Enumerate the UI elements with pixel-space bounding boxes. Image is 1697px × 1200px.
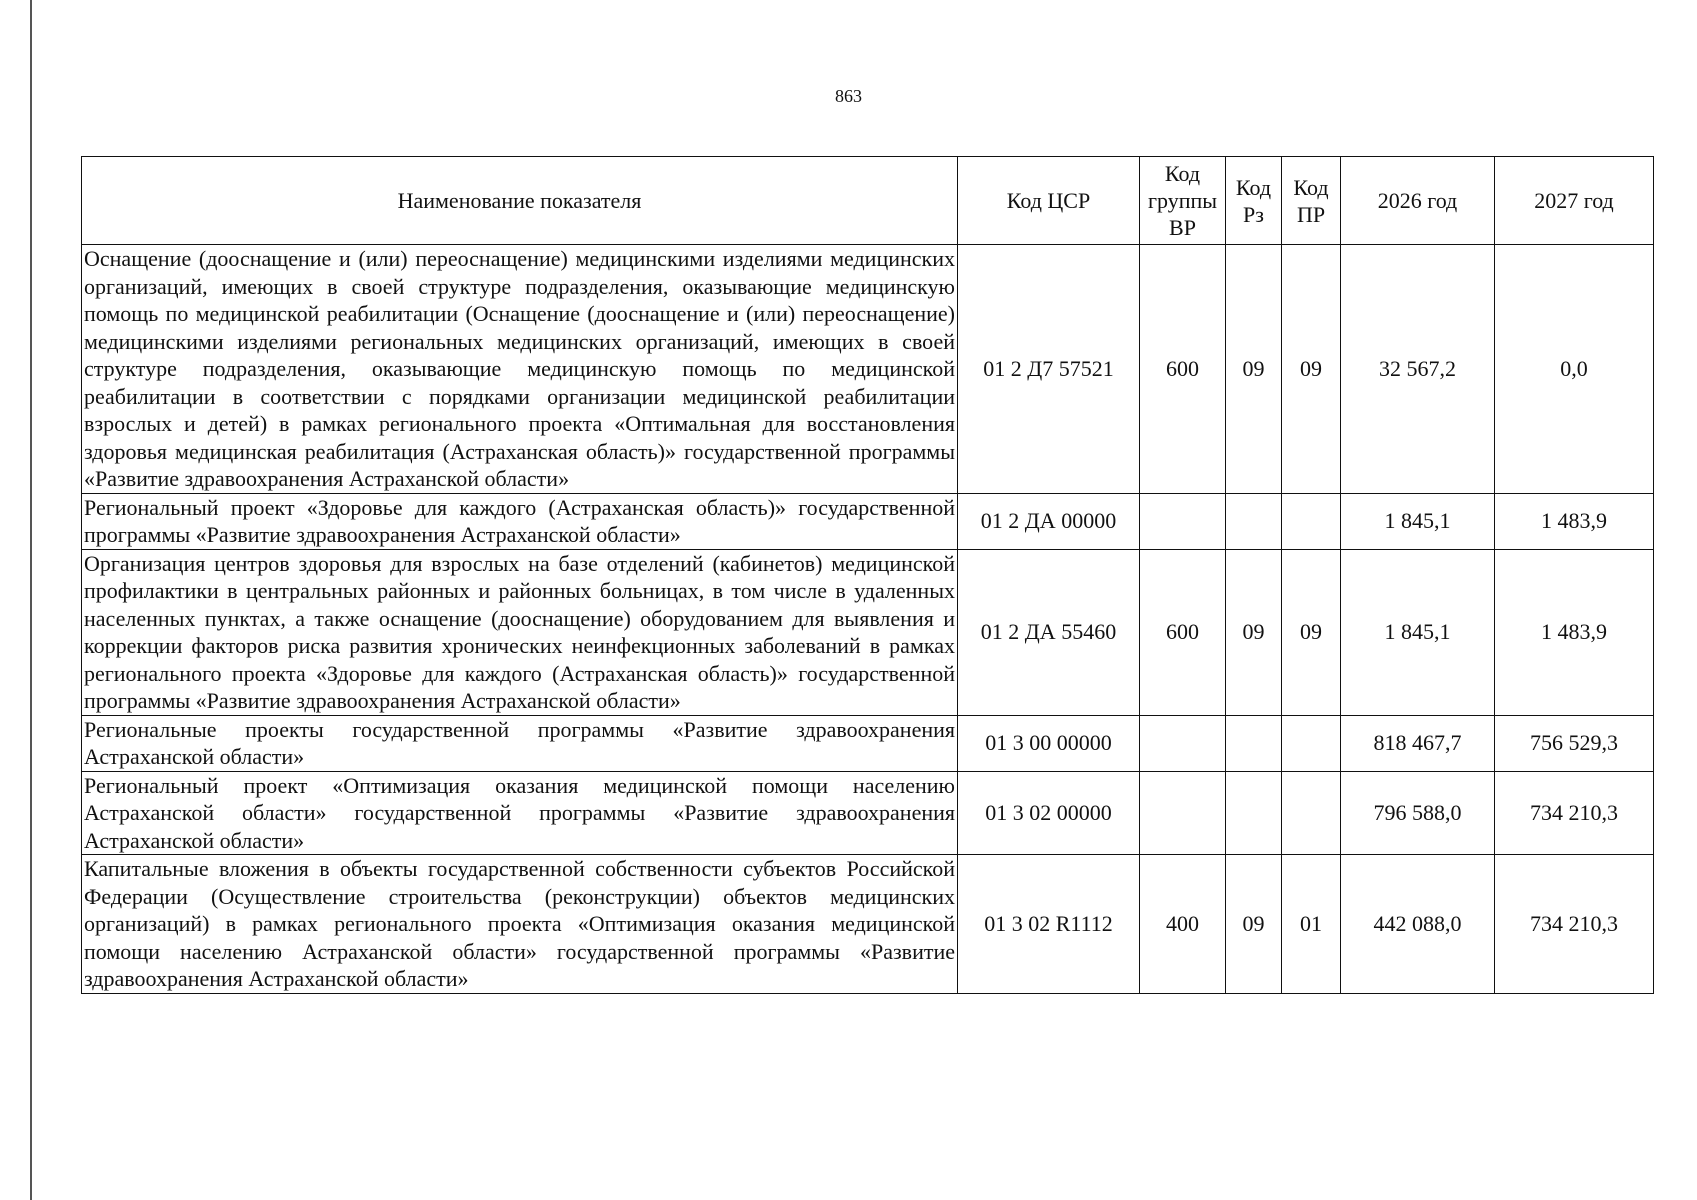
row-2026: 818 467,7 [1341,715,1495,771]
header-rz-line2: Рз [1243,201,1264,227]
row-pr: 01 [1282,855,1341,994]
row-rz [1226,771,1282,855]
header-vr-line2: группы [1147,188,1218,213]
row-2027: 1 483,9 [1495,549,1654,715]
header-pr-line1: Код [1293,174,1329,200]
header-year-2027: 2027 год [1495,157,1654,245]
row-pr: 09 [1282,549,1341,715]
row-2026: 796 588,0 [1341,771,1495,855]
table-row [82,771,1654,855]
scan-edge-line [30,0,32,1200]
row-2027: 734 210,3 [1495,855,1654,994]
row-2027: 1 483,9 [1495,493,1654,549]
page-number: 863 [835,86,862,106]
row-2027: 734 210,3 [1495,771,1654,855]
header-vr-line1: Код [1164,161,1201,186]
row-name: Региональный проект «Здоровье для каждого (Астраханская область)» государственной программы «Развитие здравоохранения Астраханской области» [82,493,958,549]
row-csr: 01 3 00 00000 [958,715,1140,771]
row-rz: 09 [1226,855,1282,994]
row-csr: 01 2 ДА 00000 [958,493,1140,549]
row-name: Оснащение (дооснащение и (или) переоснащение) медицинскими изделиями медицинских организаций, имеющих в своей структуре подразделения, оказывающие медицинскую помощь по медицинской реабилитации (Оснащение (дооснащение и (или) переоснащение) медицинскими изделиями региональных медицинских организаций, имеющих в своей структуре подразделения, оказывающие медицинскую помощь по медицинской реабилитации в соответствии с порядками организации медицинской реабилитации взрослых и детей) в рамках регионального проекта «Оптимальная для восстановления здоровья медицинская реабилитация (Астраханская область)» государственной программы «Развитие здравоохранения Астраханской области» [82,245,958,494]
row-rz [1226,715,1282,771]
row-rz: 09 [1226,245,1282,494]
row-rz [1226,493,1282,549]
row-vr: 600 [1140,245,1226,494]
row-2027: 756 529,3 [1495,715,1654,771]
table-row [82,549,1654,715]
row-pr [1282,771,1341,855]
header-year-2026: 2026 год [1341,157,1495,245]
table-header-row [82,157,1654,245]
table-row [82,493,1654,549]
row-name: Региональные проекты государственной программы «Развитие здравоохранения Астраханской области» [82,715,958,771]
table-row [82,855,1654,994]
row-vr [1140,771,1226,855]
row-name: Капитальные вложения в объекты государственной собственности субъектов Российской Федерации (Осуществление строительства (реконструкции) объектов медицинских организаций) в рамках регионального проекта «Оптимизация оказания медицинской помощи населению Астраханской области» государственной программы «Развитие здравоохранения Астраханской области» [82,855,958,994]
row-pr [1282,715,1341,771]
row-csr: 01 2 ДА 55460 [958,549,1140,715]
table-row [82,715,1654,771]
row-2027: 0,0 [1495,245,1654,494]
row-csr: 01 3 02 R1112 [958,855,1140,994]
header-pr [1282,157,1341,245]
row-name: Организация центров здоровья для взрослых на базе отделений (кабинетов) медицинской профилактики в центральных районных и районных больницах, в том числе в удаленных населенных пунктах, а также оснащение (дооснащение) оборудованием для выявления и коррекции факторов риска развития хронических неинфекционных заболеваний в рамках регионального проекта «Здоровье для каждого (Астраханская область)» государственной программы «Развитие здравоохранения Астраханской области» [82,549,958,715]
row-vr: 400 [1140,855,1226,994]
row-2026: 1 845,1 [1341,549,1495,715]
row-2026: 32 567,2 [1341,245,1495,494]
row-csr: 01 3 02 00000 [958,771,1140,855]
header-rz-line1: Код [1235,174,1272,200]
row-vr [1140,715,1226,771]
row-2026: 1 845,1 [1341,493,1495,549]
header-vr-line3: ВР [1169,215,1196,240]
header-rz [1226,157,1282,245]
header-name: Наименование показателя [82,157,958,245]
table-row [82,245,1654,494]
row-vr: 600 [1140,549,1226,715]
row-name: Региональный проект «Оптимизация оказания медицинской помощи населению Астраханской области» государственной программы «Развитие здравоохранения Астраханской области» [82,771,958,855]
row-vr [1140,493,1226,549]
row-rz: 09 [1226,549,1282,715]
row-csr: 01 2 Д7 57521 [958,245,1140,494]
header-vr [1140,157,1226,245]
header-csr: Код ЦСР [958,157,1140,245]
budget-table [81,156,1654,994]
row-pr [1282,493,1341,549]
header-pr-line2: ПР [1296,201,1326,227]
row-pr: 09 [1282,245,1341,494]
row-2026: 442 088,0 [1341,855,1495,994]
